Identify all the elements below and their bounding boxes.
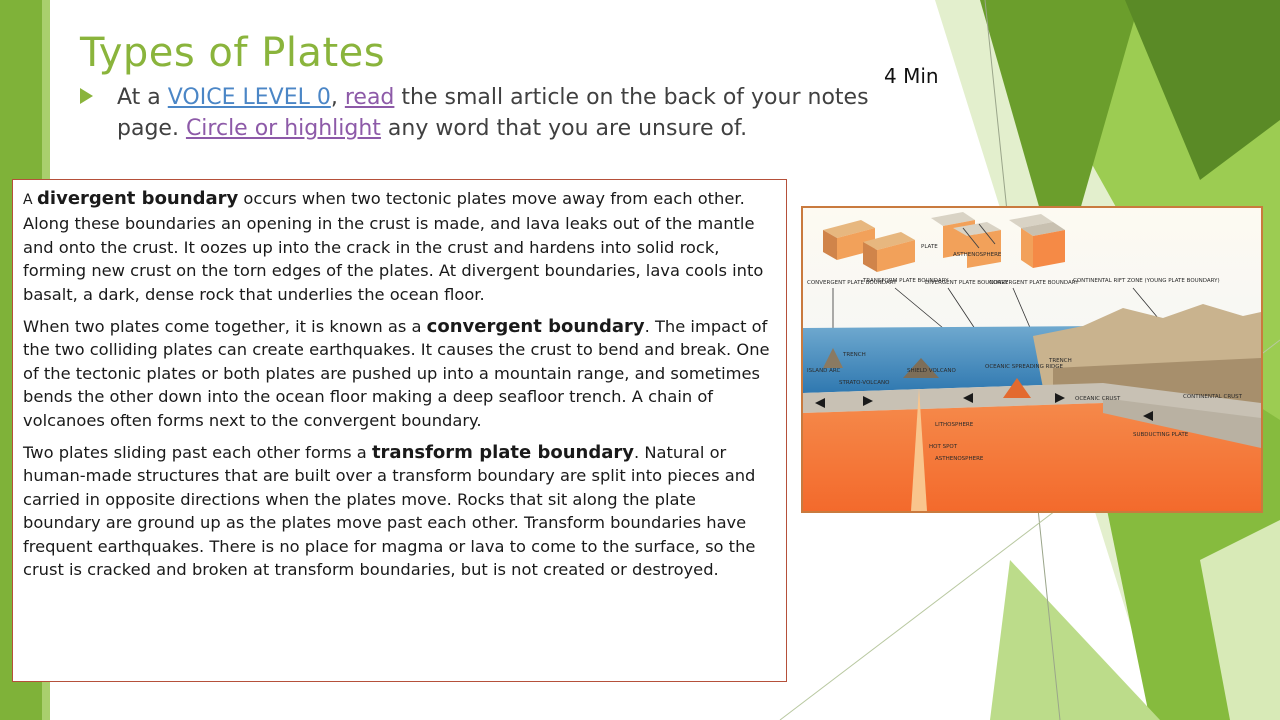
label-trench-2: TRENCH xyxy=(1049,358,1072,364)
label-convergent-2: CONVERGENT PLATE BOUNDARY xyxy=(989,280,1079,286)
p2-body: . The impact of the two colliding plates can create earthquakes. It causes the crust to bend and break. One of the tectonic plates or both plates are pushed up into a mountain range, and sometimes bends the other down into the ocean floor making a deep seafloor trench. A chain of volcanoes often forms next to the convergent boundary. xyxy=(23,317,770,430)
instruction-middle: the small article on the back of your notes page. xyxy=(117,85,869,141)
label-transform: TRANSFORM PLATE BOUNDARY xyxy=(863,278,949,284)
label-shield-volcano: SHIELD VOLCANO xyxy=(907,368,956,374)
term-divergent-boundary: divergent boundary xyxy=(37,188,239,209)
slide-title: Types of Plates xyxy=(80,30,386,76)
diagram-illustration xyxy=(803,208,1261,511)
circle-highlight-link[interactable]: Circle or highlight xyxy=(185,116,381,141)
term-transform-boundary: transform plate boundary xyxy=(371,442,634,464)
p3-lead: Two plates sliding past each other forms a xyxy=(23,443,372,463)
article-paragraph-divergent xyxy=(23,187,776,306)
label-trench-1: TRENCH xyxy=(843,352,866,358)
bullet-arrow-icon xyxy=(80,88,93,104)
label-oceanic-ridge: OCEANIC SPREADING RIDGE xyxy=(985,364,1063,370)
label-convergent-1: CONVERGENT PLATE BOUNDARY xyxy=(807,280,897,286)
voice-level-link[interactable]: VOICE LEVEL 0 xyxy=(167,85,331,110)
label-rift: CONTINENTAL RIFT ZONE (YOUNG PLATE BOUNDARY) xyxy=(1073,278,1220,284)
label-island-arc: ISLAND ARC xyxy=(807,368,841,374)
label-hot-spot: HOT SPOT xyxy=(929,444,958,450)
label-asthenosphere-top: ASTHENOSPHERE xyxy=(953,252,1002,258)
label-lithosphere: LITHOSPHERE xyxy=(935,422,974,428)
p3-body: . Natural or human-made structures that are built over a transform boundary are split into pieces and carried in opposite directions when the plates move. Rocks that sit along the plate boundary are ground up as the plates move past each other. Transform boundaries have frequent earthquakes. There is no place for magma or lava to come to the surface, so the crust is cracked and broken at transform boundaries, but is not created or destroyed. xyxy=(23,443,756,580)
p1-body: occurs when two tectonic plates move away from each other. Along these boundaries an opening in the crust is made, and lava leaks out of the mantle and onto the crust. It oozes up into the crack in the crust and hardens into solid rock, forming new crust on the torn edges of the plates. At divergent boundaries, lava cools into basalt, a dark, dense rock that underlies the ocean floor. xyxy=(23,189,764,304)
term-convergent-boundary: convergent boundary xyxy=(426,316,645,338)
label-asthenosphere: ASTHENOSPHERE xyxy=(935,456,984,462)
label-subducting-plate: SUBDUCTING PLATE xyxy=(1133,432,1189,438)
label-divergent: DIVERGENT PLATE BOUNDARY xyxy=(925,280,1009,286)
label-continental-crust: CONTINENTAL CRUST xyxy=(1183,394,1243,400)
instruction-text xyxy=(117,82,900,144)
label-oceanic-crust: OCEANIC CRUST xyxy=(1075,396,1121,402)
article-paragraph-convergent xyxy=(23,315,776,432)
plate-boundary-diagram xyxy=(801,206,1263,513)
label-plate: PLATE xyxy=(921,244,938,250)
article-paragraph-transform xyxy=(23,441,776,581)
instruction-bullet xyxy=(80,82,900,144)
p1-lead: A xyxy=(23,192,38,208)
timer-label: 4 Min xyxy=(884,64,939,88)
read-link[interactable]: read xyxy=(344,85,395,110)
instruction-separator: , xyxy=(330,85,345,110)
article-box xyxy=(12,179,787,682)
p2-lead: When two plates come together, it is known as a xyxy=(23,317,427,337)
instruction-suffix: any word that you are unsure of. xyxy=(380,116,748,141)
instruction-prefix: At a xyxy=(117,85,168,110)
label-strato-volcano: STRATO-VOLCANO xyxy=(839,380,890,386)
